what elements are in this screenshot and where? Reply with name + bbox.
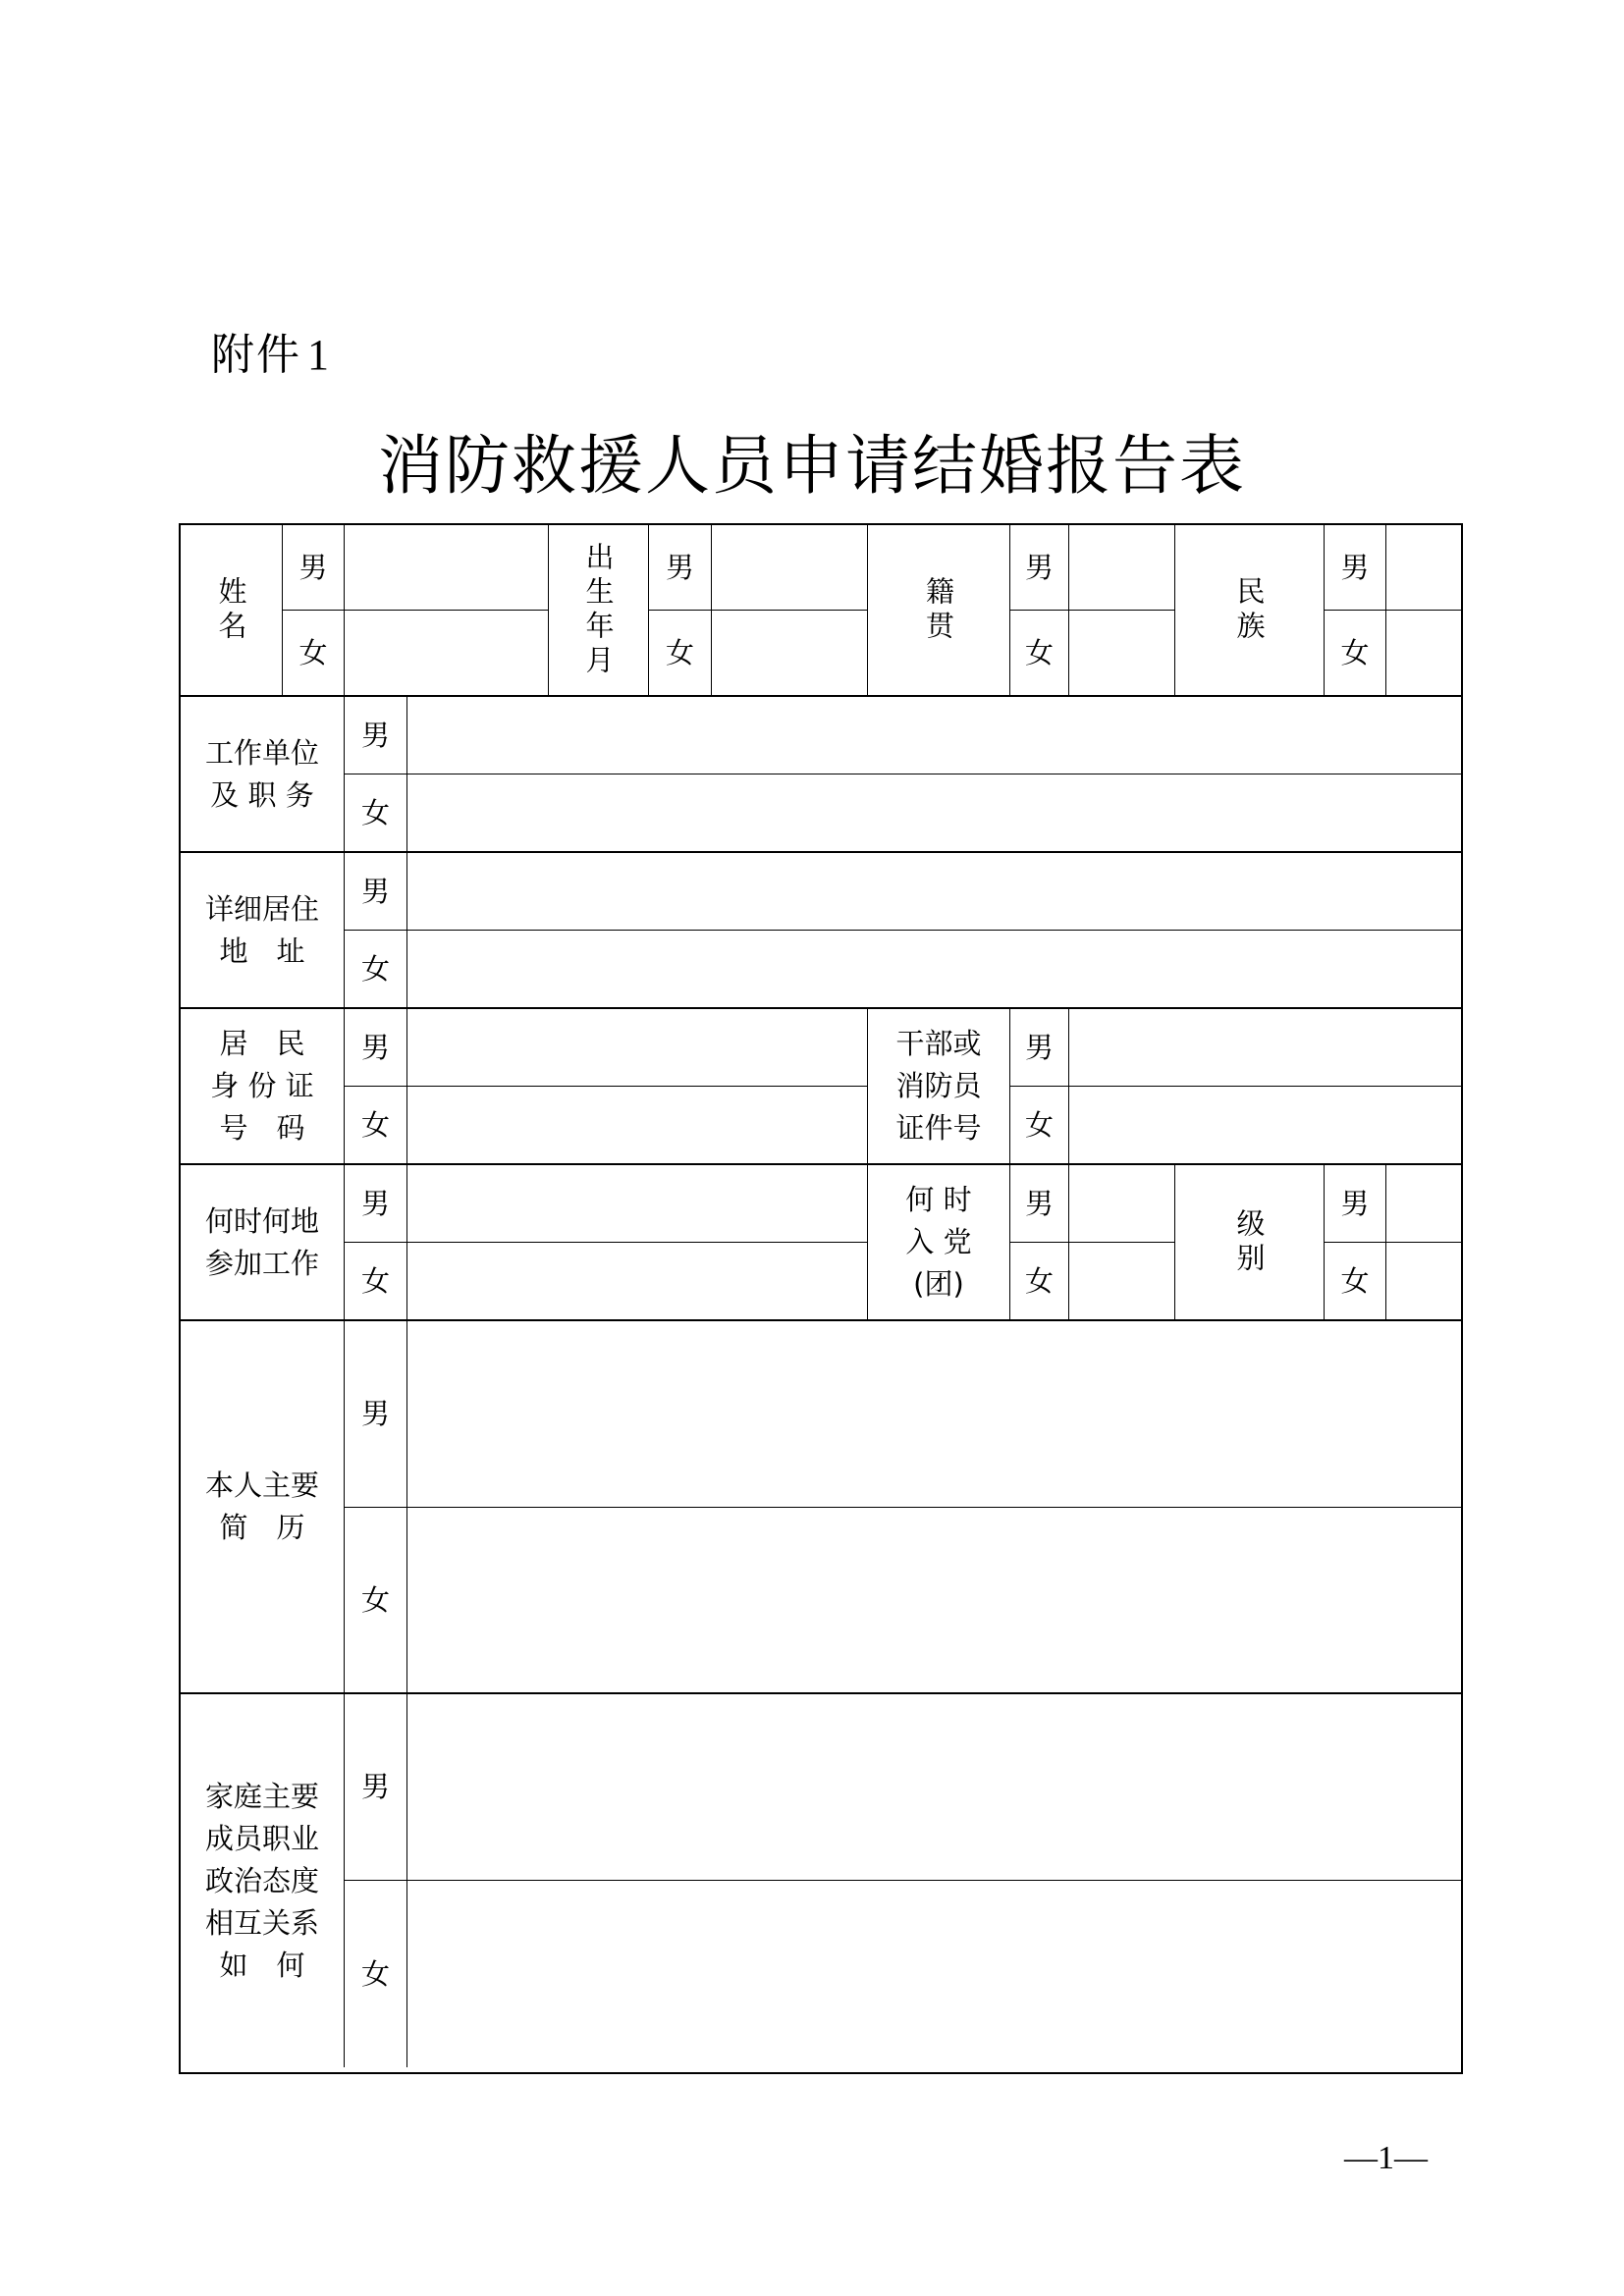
label-male: 男 [345,697,407,774]
label-id-card: 居 民 身 份 证 号 码 [181,1009,345,1165]
resume-male-field[interactable] [407,1321,1461,1508]
family-female-field[interactable] [407,1881,1461,2067]
label-male: 男 [345,1694,407,1881]
label-female: 女 [1010,1087,1069,1165]
label-male: 男 [1010,1009,1069,1087]
label-male: 男 [345,853,407,931]
label-female: 女 [345,774,407,853]
label-female: 女 [1325,1243,1386,1321]
ethnic-female-field[interactable] [1386,611,1461,697]
label-male: 男 [283,525,345,611]
ethnic-male-field[interactable] [1386,525,1461,611]
label-female: 女 [1010,1243,1069,1321]
marriage-report-form [179,523,1463,2074]
label-rank: 级别 [1175,1165,1325,1321]
family-male-field[interactable] [407,1694,1461,1881]
id-card-male-field[interactable] [407,1009,868,1087]
label-party-join: 何 时 入 党 (团) [868,1165,1010,1321]
address-male-field[interactable] [407,853,1461,931]
birth-male-field[interactable] [712,525,868,611]
label-birth: 出生年月 [549,525,649,697]
name-female-field[interactable] [345,611,549,697]
label-female: 女 [345,931,407,1009]
label-male: 男 [345,1165,407,1243]
label-male: 男 [649,525,712,611]
rank-male-field[interactable] [1386,1165,1461,1243]
native-male-field[interactable] [1069,525,1175,611]
label-female: 女 [345,1243,407,1321]
label-male: 男 [1010,1165,1069,1243]
label-work-start: 何时何地 参加工作 [181,1165,345,1321]
label-address: 详细居住 地 址 [181,853,345,1009]
label-female: 女 [649,611,712,697]
work-unit-male-field[interactable] [407,697,1461,774]
label-ethnic: 民族 [1175,525,1325,697]
work-unit-female-field[interactable] [407,774,1461,853]
label-male: 男 [345,1009,407,1087]
label-resume: 本人主要 简 历 [181,1321,345,1694]
rank-female-field[interactable] [1386,1243,1461,1321]
label-native: 籍贯 [868,525,1010,697]
label-name: 姓名 [181,525,283,697]
label-male: 男 [345,1321,407,1508]
label-work-unit: 工作单位 及 职 务 [181,697,345,853]
work-start-male-field[interactable] [407,1165,868,1243]
cadre-id-female-field[interactable] [1069,1087,1461,1165]
id-card-female-field[interactable] [407,1087,868,1165]
label-female: 女 [1325,611,1386,697]
label-female: 女 [345,1508,407,1694]
label-male: 男 [1010,525,1069,611]
label-female: 女 [345,1881,407,2067]
work-start-female-field[interactable] [407,1243,868,1321]
attachment-label: 附件 1 [211,330,331,380]
resume-female-field[interactable] [407,1508,1461,1694]
label-male: 男 [1325,1165,1386,1243]
page-number: —1— [1344,2140,1428,2176]
label-female: 女 [283,611,345,697]
label-female: 女 [345,1087,407,1165]
label-male: 男 [1325,525,1386,611]
name-male-field[interactable] [345,525,549,611]
label-female: 女 [1010,611,1069,697]
label-cadre-id: 干部或 消防员 证件号 [868,1009,1010,1165]
label-family: 家庭主要 成员职业 政治态度 相互关系 如 何 [181,1694,345,2067]
birth-female-field[interactable] [712,611,868,697]
cadre-id-male-field[interactable] [1069,1009,1461,1087]
native-female-field[interactable] [1069,611,1175,697]
party-join-male-field[interactable] [1069,1165,1175,1243]
address-female-field[interactable] [407,931,1461,1009]
form-title: 消防救援人员申请结婚报告表 [378,428,1246,504]
party-join-female-field[interactable] [1069,1243,1175,1321]
